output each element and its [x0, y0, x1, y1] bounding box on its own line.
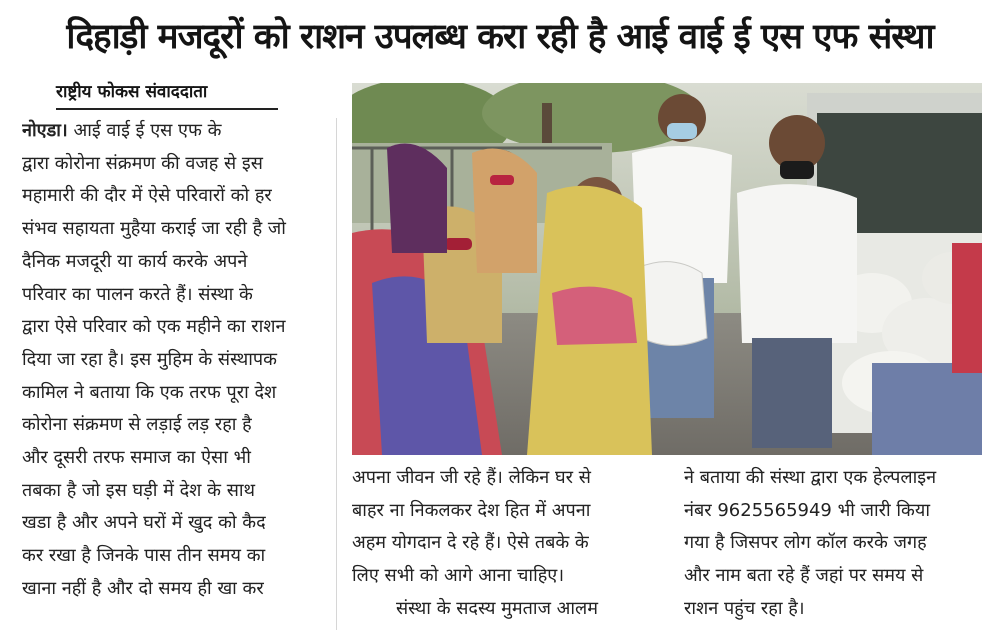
article-column-right [684, 462, 984, 632]
article-line: खाना नहीं है और दो समय ही खा कर [22, 577, 264, 599]
column-divider [336, 118, 337, 630]
article-line [22, 115, 334, 148]
article-line: और दूसरी तरफ समाज का ऐसा भी [22, 447, 251, 469]
article-line: कामिल ने बताया कि एक तरफ पूरा देश [22, 381, 277, 403]
article-line: लिए सभी को आगे आना चाहिए। [352, 565, 565, 587]
byline-block [56, 80, 286, 114]
article-line: राशन पहुंच रहा है। [684, 597, 805, 619]
article-line: महामारी की दौर में ऐसे परिवारों को हर [22, 185, 272, 207]
article-line: दिया जा रहा है। इस मुहिम के संस्थापक [22, 348, 277, 370]
article-line: संभव सहायता मुहैया कराई जा रही है जो [22, 218, 286, 240]
article-line: ने बताया की संस्था द्वारा एक हेल्पलाइन [684, 467, 937, 488]
article-line: अहम योगदान दे रहे हैं। ऐसे तबके के [352, 532, 589, 554]
article-line: तबका है जो इस घड़ी में देश के साथ [22, 479, 256, 501]
article-column-left [22, 115, 334, 635]
byline-underline [56, 108, 278, 110]
news-photo-illustration [352, 83, 982, 455]
article-line: नंबर 9625565949 भी जारी किया [684, 499, 930, 521]
article-line: बाहर ना निकलकर देश हित में अपना [352, 499, 591, 521]
article-line: और नाम बता रहे हैं जहां पर समय से [684, 565, 924, 587]
byline: राष्ट्रीय फोकस संवाददाता [56, 82, 208, 102]
article-line: द्वारा ऐसे परिवार को एक महीने का राशन [22, 316, 286, 338]
headline: दिहाड़ी मजदूरों को राशन उपलब्ध करा रही है आई वाई ई एस एफ संस्था [66, 17, 934, 57]
article-line: संस्था के सदस्य मुमताज आलम [396, 597, 599, 619]
article-line: द्वारा कोरोना संक्रमण की वजह से इस [22, 152, 263, 174]
article-line: खडा है और अपने घरों में खुद को कैद [22, 512, 266, 534]
article-line: दैनिक मजदूरी या कार्य करके अपने [22, 250, 248, 272]
article-text: आई वाई ई एस एफ के [73, 120, 222, 141]
article-line: कोरोना संक्रमण से लड़ाई लड़ रहा है [22, 414, 252, 436]
article-column-middle [352, 462, 652, 632]
dateline: नोएडा। [22, 120, 68, 141]
article-line: कर रखा है जिनके पास तीन समय का [22, 545, 266, 567]
article-line: अपना जीवन जी रहे हैं। लेकिन घर से [352, 467, 591, 488]
news-photo [352, 83, 982, 455]
article-line: गया है जिसपर लोग कॉल करके जगह [684, 532, 927, 554]
article-line: परिवार का पालन करते हैं। संस्था के [22, 283, 253, 305]
